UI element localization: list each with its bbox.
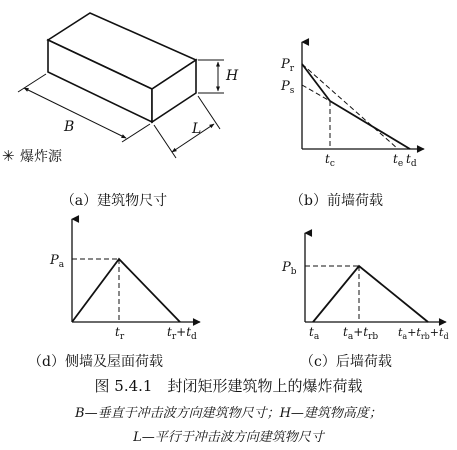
label-L: L xyxy=(192,121,202,137)
chart-d-label-pa: $P_a$ xyxy=(50,253,65,270)
chart-b-reflected-dash xyxy=(302,64,398,149)
chart-d-load-triangle xyxy=(72,259,180,322)
figure-note-1: B—垂直于冲击波方向建筑物尺寸；H—建筑物高度； xyxy=(75,406,382,421)
chart-d-curves xyxy=(72,259,180,322)
chart-c-label-pb: $P_b$ xyxy=(282,260,297,277)
caption-b: （b）前墙荷载 xyxy=(290,193,383,209)
chart-d-axes xyxy=(72,219,200,322)
figure-note-2: L—平行于冲击波方向建筑物尺寸 xyxy=(133,430,324,445)
explosion-source-label: 爆炸源 xyxy=(20,149,62,165)
figure-title: 图 5.4.1 封闭矩形建筑物上的爆炸荷载 xyxy=(94,377,363,395)
dim-H xyxy=(198,60,224,93)
chart-c-load-triangle xyxy=(313,266,428,322)
chart-b-label-pr: $P_r$ xyxy=(281,57,295,74)
chart-b-curves xyxy=(302,64,410,149)
chart-c-label-ta: $t_a$ xyxy=(309,325,320,342)
chart-d-label-tr: $t_r$ xyxy=(115,325,125,342)
chart-b-label-ps: $P_s$ xyxy=(281,79,295,96)
building-box xyxy=(48,13,196,122)
caption-c: （c）后墙荷载 xyxy=(300,354,392,370)
label-H: H xyxy=(226,68,239,84)
chart-c-label-tarb: $t_a+t_{rb}$ xyxy=(343,325,379,342)
caption-d: （d）侧墙及屋面荷载 xyxy=(28,354,163,370)
chart-b-label-td: $t_d$ xyxy=(406,152,417,169)
explosion-source-icon: ✳ xyxy=(2,147,15,165)
label-B: B xyxy=(64,119,75,135)
caption-a: （a）建筑物尺寸 xyxy=(60,193,168,209)
chart-b-load-curve xyxy=(302,64,410,149)
chart-b-label-te: $t_e$ xyxy=(393,152,404,169)
chart-c-label-tarbd: $t_a+t_{rb}+t_d$ xyxy=(398,326,449,341)
chart-b-label-tc: $t_c$ xyxy=(325,152,335,169)
chart-b-ps-dash xyxy=(302,85,330,101)
chart-b-axes xyxy=(302,42,424,149)
chart-c-axes xyxy=(305,233,446,322)
chart-c-curves xyxy=(305,266,428,322)
chart-d-label-trtd: $t_r+t_d$ xyxy=(167,325,197,342)
